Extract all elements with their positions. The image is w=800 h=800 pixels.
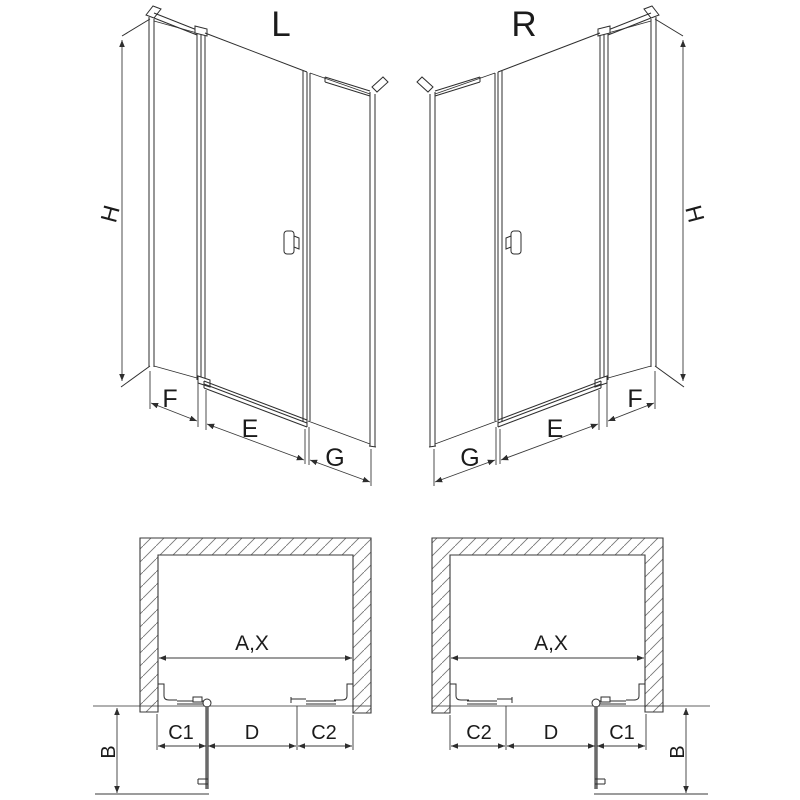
side-wall-3d	[121, 6, 161, 387]
segment2-label-left-plan: D	[244, 722, 260, 744]
side-panel-glass	[308, 73, 370, 444]
3d-view-line-art-mirrored	[417, 6, 710, 486]
corner-post	[325, 77, 388, 447]
view-label-right: R	[511, 5, 537, 44]
fixed-segment-sill-c2	[291, 697, 336, 704]
fixed-panel-label-right: F	[627, 385, 643, 413]
wall-hatched-right-plan	[432, 538, 663, 713]
wall-hatched-left-plan	[140, 538, 371, 713]
depth-label-right-plan: B	[667, 745, 689, 759]
right-3d-view	[417, 5, 710, 486]
overall-width-label-right-plan: A,X	[534, 632, 568, 655]
top-bracket-bar	[154, 13, 197, 35]
door-pivot	[203, 699, 211, 707]
door-panel	[204, 33, 307, 427]
overall-width-label-left-plan: A,X	[235, 632, 269, 655]
fixed-segment-sill-c1	[177, 697, 204, 704]
segment2-label-right-plan: D	[543, 722, 559, 744]
left-3d-view	[95, 5, 388, 486]
side-panel-label-left: G	[325, 444, 345, 472]
height-dimension	[95, 40, 124, 381]
wall-profile-right	[334, 684, 353, 700]
segment3-label-right-plan: C1	[609, 722, 635, 744]
side-panel-label-right: G	[460, 444, 480, 472]
fixed-panel-glass	[154, 21, 197, 378]
right-plan-view	[432, 538, 710, 794]
segment1-label-right-plan: C2	[466, 722, 492, 744]
door-handle	[284, 231, 299, 254]
door-label-right: E	[546, 415, 564, 443]
fixed-panel-label-left: F	[162, 385, 178, 413]
segment3-label-left-plan: C2	[311, 722, 337, 744]
segment1-label-left-plan: C1	[168, 722, 194, 744]
left-plan-view	[93, 538, 371, 794]
height-dimension-label: H	[95, 202, 125, 226]
door-label-left: E	[241, 415, 259, 443]
hinge-post	[195, 26, 210, 387]
3d-view-line-art	[95, 6, 388, 486]
wall-profile-left	[158, 684, 177, 700]
view-label-left: L	[271, 5, 291, 44]
depth-label-left-plan: B	[98, 745, 120, 759]
